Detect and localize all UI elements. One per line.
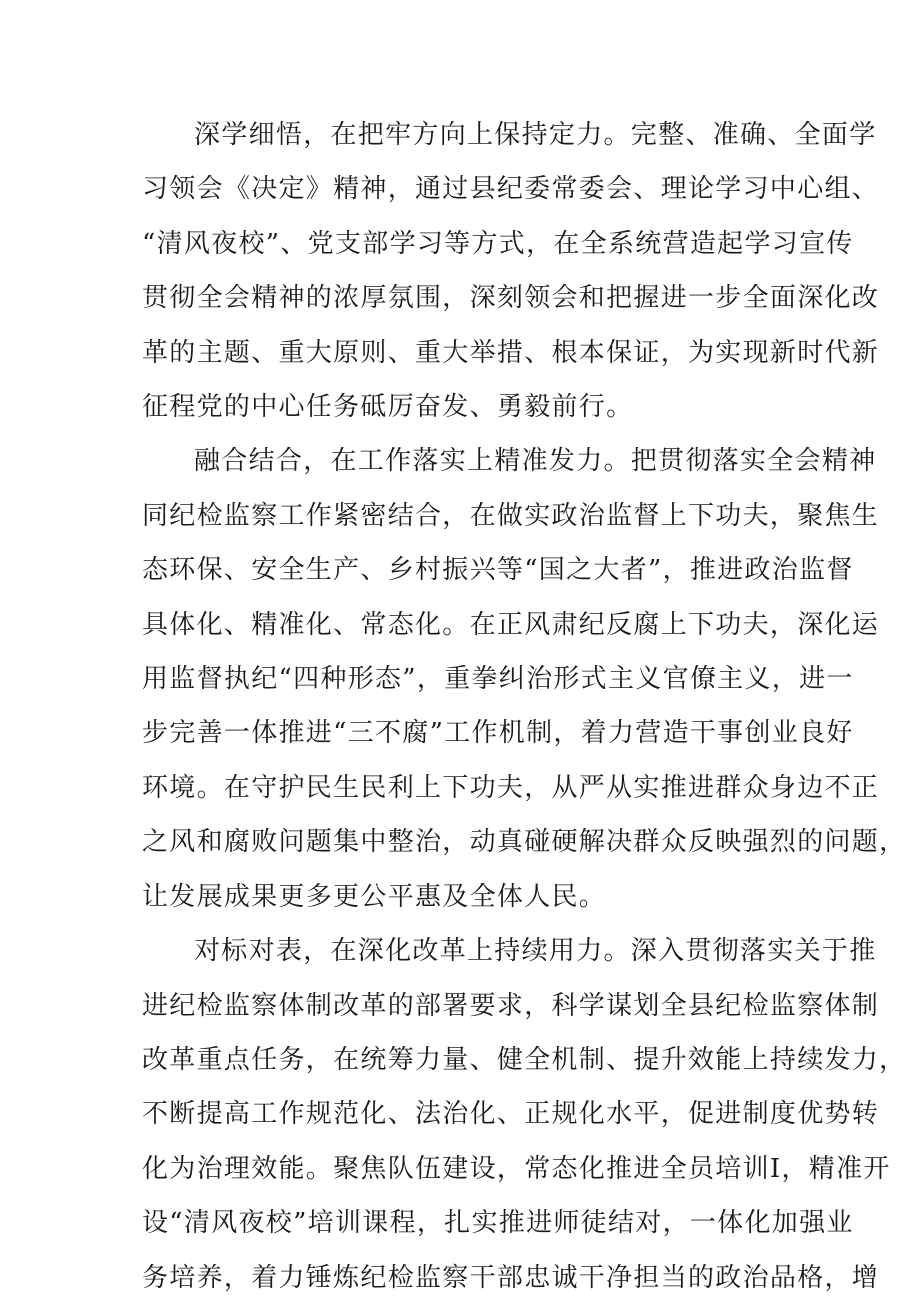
paragraph-line: 深学细悟，在把牢方向上保持定力。完整、准确、全面学 [194, 120, 877, 150]
paragraph-line: 融合结合，在工作落实上精准发力。把贯彻落实全会精神 [194, 446, 877, 477]
paragraph-line: 态环保、安全生产、乡村振兴等“国之大者”，推进政治监督 [142, 555, 854, 586]
paragraph-line: 革的主题、重大原则、重大举措、根本保证，为实现新时代新 [142, 337, 880, 368]
paragraph-line: 征程党的中心任务砥厉奋发、勇毅前行。 [142, 392, 634, 423]
paragraph-2 [142, 434, 907, 924]
paragraph-line: 同纪检监察工作紧密结合，在做实政治监督上下功夫，聚焦生 [142, 500, 880, 531]
paragraph-line: 设“清风夜校”培训课程，扎实推进师徒结对，一体化加强业 [142, 1208, 854, 1239]
paragraph-line: 之风和腐败问题集中整治，动真碰硬解决群众反映强烈的问题， [142, 827, 907, 858]
paragraph-line: 改革重点任务，在统筹力量、健全机制、提升效能上持续发力， [142, 1044, 907, 1075]
paragraph-line: 进纪检监察体制改革的部署要求，科学谋划全县纪检监察体制 [142, 990, 880, 1021]
paragraph-line: “清风夜校”、党支部学习等方式，在全系统营造起学习宣传 [142, 228, 854, 259]
paragraph-line: 环境。在守护民生民利上下功夫，从严从实推进群众身边不正 [142, 772, 880, 803]
paragraph-1 [142, 108, 880, 434]
paragraph-line: 化为治理效能。聚焦队伍建设，常态化推进全员培训I，精准开 [142, 1153, 891, 1184]
paragraph-line: 不断提高工作规范化、法治化、正规化水平，促进制度优势转 [142, 1099, 880, 1130]
paragraph-line: 对标对表，在深化改革上持续用力。深入贯彻落实关于推 [194, 936, 877, 967]
paragraph-line: 务培养，着力锤炼纪检监察干部忠诚干净担当的政治品格，增 [142, 1262, 880, 1293]
paragraph-line: 具体化、精准化、常态化。在正风肃纪反腐上下功夫，深化运 [142, 609, 880, 640]
document-body [142, 108, 907, 1305]
paragraph-line: 贯彻全会精神的浓厚氛围，深刻领会和把握进一步全面深化改 [142, 283, 880, 314]
paragraph-line: 习领会《决定》精神，通过县纪委常委会、理论学习中心组、 [142, 174, 880, 205]
paragraph-line: 步完善一体推进“三不腐”工作机制，着力营造干事创业良好 [142, 718, 854, 749]
paragraph-3 [142, 924, 907, 1305]
paragraph-line: 用监督执纪“四种形态”，重拳纠治形式主义官僚主义，进一 [142, 664, 854, 695]
paragraph-line: 让发展成果更多更公平惠及全体人民。 [142, 881, 607, 912]
